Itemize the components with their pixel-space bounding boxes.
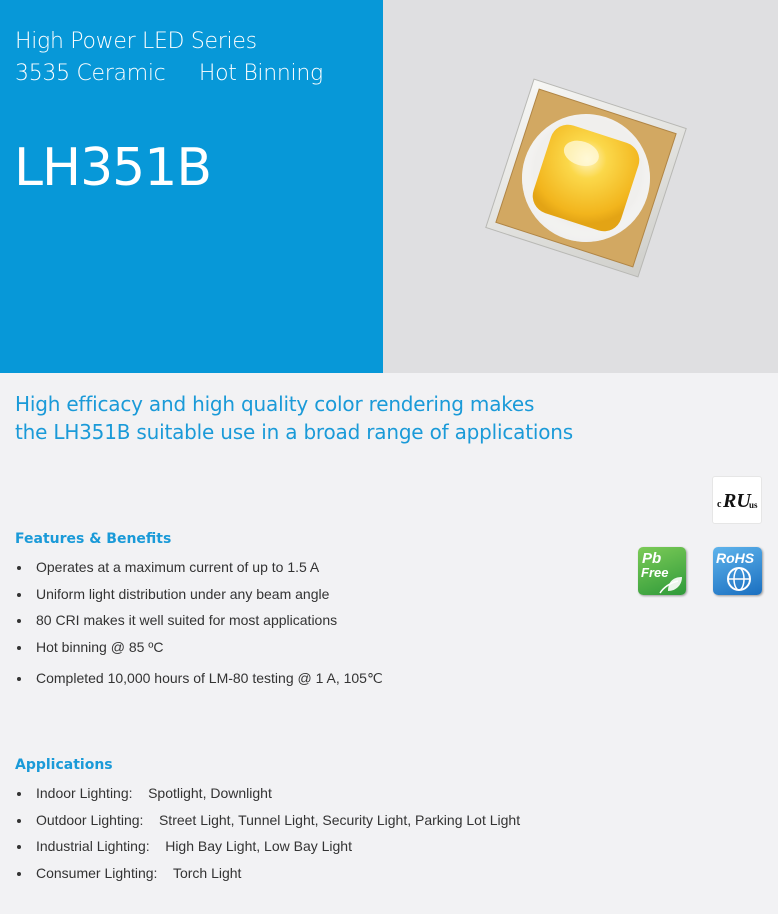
application-examples: Street Light, Tunnel Light, Security Light, Parking Lot Light bbox=[158, 811, 521, 828]
rohs-label: RoHS bbox=[716, 550, 755, 566]
product-image-panel bbox=[383, 0, 778, 373]
applications-list bbox=[15, 780, 520, 887]
application-category: Consumer Lighting: bbox=[36, 865, 158, 882]
pb-label: Pb bbox=[642, 550, 662, 567]
led-package-image bbox=[383, 0, 778, 373]
model-name: LH351B bbox=[14, 138, 211, 198]
features-list bbox=[15, 554, 383, 691]
application-category: Indoor Lighting: bbox=[36, 785, 133, 801]
rohs-icon bbox=[713, 547, 762, 595]
svg-text:RU: RU bbox=[723, 490, 751, 512]
list-item: Hot binning @ 85 ºC bbox=[15, 634, 383, 661]
svg-text:c: c bbox=[717, 499, 722, 510]
tagline bbox=[15, 390, 573, 446]
svg-text:us: us bbox=[749, 500, 758, 510]
series-line-1: High Power LED Series bbox=[15, 29, 257, 54]
ul-certification-icon bbox=[712, 476, 762, 524]
tagline-line-1: High efficacy and high quality color rendering makes bbox=[15, 392, 535, 416]
pb-free-icon bbox=[638, 547, 686, 595]
list-item bbox=[15, 807, 520, 834]
list-item: Completed 10,000 hours of LM-80 testing @ 1 A, 105℃ bbox=[15, 665, 383, 692]
tagline-line-2: the LH351B suitable use in a broad range of applications bbox=[15, 420, 573, 444]
list-item bbox=[15, 860, 520, 887]
list-item bbox=[15, 780, 520, 807]
free-label: Free bbox=[641, 565, 669, 580]
application-examples: Torch Light bbox=[172, 865, 242, 882]
application-examples: Spotlight, Downlight bbox=[148, 785, 272, 801]
list-item: 80 CRI makes it well suited for most applications bbox=[15, 607, 383, 634]
list-item: Uniform light distribution under any beam angle bbox=[15, 581, 383, 608]
applications-title: Applications bbox=[15, 757, 113, 773]
application-category: Industrial Lighting: bbox=[36, 838, 150, 855]
series-heading bbox=[15, 26, 323, 90]
hero-panel bbox=[0, 0, 383, 373]
list-item bbox=[15, 833, 520, 860]
features-title: Features & Benefits bbox=[15, 531, 172, 547]
list-item: Operates at a maximum current of up to 1.5 A bbox=[15, 554, 383, 581]
application-examples: High Bay Light, Low Bay Light bbox=[165, 838, 352, 855]
application-category: Outdoor Lighting: bbox=[36, 811, 144, 828]
series-line-2: 3535 Ceramic Hot Binning bbox=[15, 61, 323, 86]
